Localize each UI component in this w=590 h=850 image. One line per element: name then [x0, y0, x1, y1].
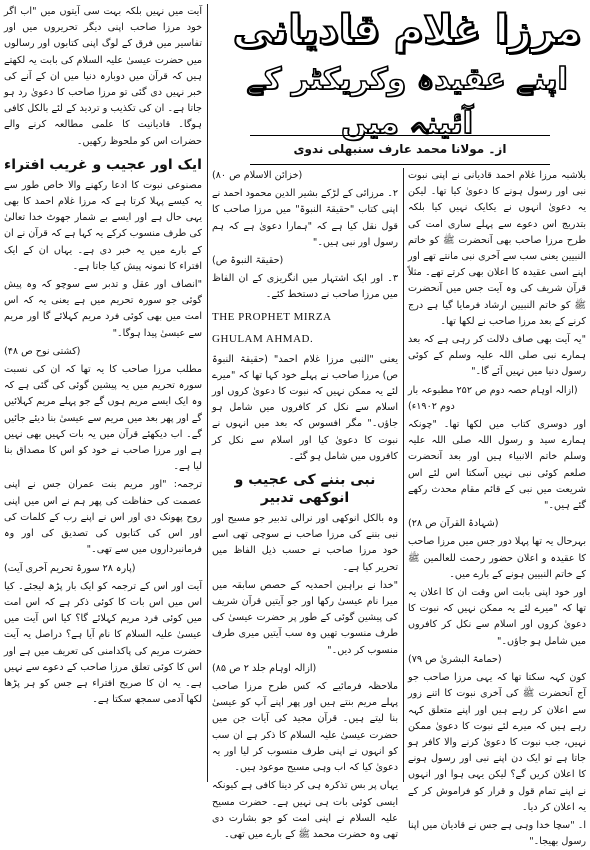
paragraph: ۲۔ مرزائی کے لڑکے بشیر الدین محمود احمد نے اپنی کتاب "حقیقۃ النبوۃ" میں مرزا صاحب کا قول نقل کیا ہے کہ "ہمارا دعویٰ ہے کہ ہم رسول اور نبی ہیں۔": [212, 188, 398, 248]
paragraph: مطلب مرزا صاحب کا یہ تھا کہ ان کی نسبت سورہ تحریم میں یہ پیشین گوئی کی گئی ہے کہ وہ ایک ایسے مریم ہوں گے جو پہلے مریم کہلائیں گے اور پھر بعد میں مریم سے عیسیٰ بنا دیئے جائیں گے۔ اب دیکھئے قرآن میں یہ بات کہیں بھی نہیں ہے اور مرزا صاحب نے خود کو اس کا مصداق بنا لیا ہے۔: [4, 364, 202, 473]
citation: (خزائن الاسلام ص ۸۰): [212, 170, 303, 181]
title-block: [230, 2, 584, 157]
citation: (کشتی نوح ص ۴۸): [4, 345, 81, 357]
quote: ا۔ "سچا خدا وہی ہے جس نے قادیان میں اپنا رسول بھیجا۔": [408, 819, 586, 848]
paragraph: یعنی "النبی مرزا غلام احمد" (حقیقۃ النبوۃ ص) مرزا صاحب نے پہلے خود کہا تھا کہ "میرے لئے یہ ممکن نہیں کہ نبوت کا دعویٰ کروں اور اسلام سے نکل کر کافروں میں شامل ہو جاؤں۔" مگر افسوس کہ بعد میں انہوں نے نبوت کا دعویٰ کیا اور اسلام سے نکل کر کافروں میں شامل ہو گئے۔: [212, 353, 398, 462]
paragraph: آیت اور اس کے ترجمہ کو ایک بار پڑھ لیجئے۔ کیا اس میں اس بات کا کوئی ذکر ہے کہ اس امت میں کوئی فرد مریم کہلائے گا؟ کیا اس آیت میں عیسیٰ علیہ السلام کا نام آیا ہے؟ دراصل یہ آیت حضرت مریم کی پاکدامنی کی تعریف میں ہے اور اس کا کوئی تعلق مرزا صاحب کے دعوے سے نہیں ہے۔ یہ ان کا صریح افتراء ہے جس کو ہر پڑھا لکھا آدمی سمجھ سکتا ہے۔: [4, 580, 202, 706]
citation: (شہادۃ القرآن ص ۲۸): [408, 518, 499, 530]
paragraph: بلاشبہ مرزا غلام احمد قادیانی نے اپنی نبوت نبی اور رسول ہونے کا دعویٰ کیا تھا۔ لیکن یہ دعویٰ انہوں نے یکایک نہیں کیا بلکہ بتدریج اس دعوے سے پہلے ساری امت کی طرح مرزا صاحب بھی آنحضرت ﷺ کو خاتم النبیین یعنی سب سے آخری نبی مانتے تھے اور اپنے اسی عقیدہ کا اعلان بھی کرتے تھے۔ مثلاً قرآن شریف کی وہ آیت جس میں آنحضرت ﷺ کو خاتم النبیین ارشاد فرمایا گیا ہے درج کرنے کے بعد مرزا صاحب نے لکھا تھا۔: [408, 170, 586, 327]
middle-column: [212, 168, 398, 840]
paragraph: اور دوسری کتاب میں لکھا تھا۔ "چونکہ ہمارے سید و رسول اللہ صلی اللہ علیہ وسلم خاتم الانبیاء ہیں اور بعد آنحضرت صلعم کوئی نبی نہیں آسکتا اس لئے اس شریعت میں نبی کے قائم مقام محدث رکھے گئے ہیں۔": [408, 419, 586, 512]
citation: (ازالہ اوہام حصہ دوم ص ۲۵۲ مطبوعہ بار دوم ۱۹۰۲ء): [408, 384, 578, 412]
right-column: [408, 168, 586, 848]
citation: (ازالہ اوہام جلد ۲ ص ۸۵): [212, 662, 317, 674]
paragraph: ملاحظہ فرمائیے کہ کس طرح مرزا صاحب پہلے مریم بنتے ہیں اور پھر اپنے آپ کو عیسیٰ بنا لیتے ہیں۔ قرآن مجید کی آیات جن میں حضرت عیسیٰ علیہ السلام کا ذکر ہے ان سب کو انہوں نے اپنی طرف منسوب کر لیا اور یہ دعویٰ کیا کہ اب وہی مسیح موعود ہیں۔: [212, 681, 398, 774]
paragraph: یہاں پر بس تذکرہ ہی کر دینا کافی ہے کیونکہ ایسی کوئی بات ہی نہیں ہے۔ حضرت مسیح علیہ السلام نے اپنی امت کو جو بشارت دی تھی وہ حضرت محمد ﷺ کے بارے میں تھی۔: [212, 780, 398, 840]
sub-title: اپنے عقیدہ وکریکٹر کے آئینہ میں: [246, 62, 568, 141]
paragraph: ۳۔ اور ایک اشتہار میں انگریزی کے ان الفاظ میں مرزا صاحب نے دستخط کئے۔: [212, 273, 398, 301]
quote: "انصاف اور عقل و تدبر سے سوچو کہ وہ پیش گوئی جو سورہ تحریم میں ہے یعنی یہ کہ اس امت میں بھی کوئی فرد مریم کہلائے گا اور مریم سے عیسیٰ پیدا ہوگا۔": [4, 279, 202, 339]
left-column: [4, 4, 202, 782]
quote: ترجمہ: "اور مریم بنت عمران جس نے اپنی عصمت کی حفاظت کی پھر ہم نے اس میں اپنی روح پھونک دی اور اس نے اپنے رب کے کلمات کی اور اس کی کتابوں کی تصدیق کی اور وہ فرمانبرداروں میں سے تھی۔": [4, 479, 202, 556]
quote: "یہ آیت بھی صاف دلالت کر رہی ہے کہ بعد ہمارے نبی صلی اللہ علیہ وسلم کے کوئی رسول دنیا میں نہیں آئے گا۔": [408, 334, 586, 378]
main-title: مرزا غلام قادیانی: [232, 7, 582, 53]
paragraph: مصنوعی نبوت کا ادعا رکھنے والا خاص طور سے یہ کیسے پہلا کرتا ہے کہ مرزا غلام احمد کا بھی یہی حال ہے اور ایسے بے شمار جھوٹ خدا تعالیٰ کی طرف منسوب کرکے یہ کہا ہے کہ قرآن نے ان کے بارے میں یہ خبر دی ہے۔ یہاں ان کے ایک افتراء کا نمونہ پیش کیا جاتا ہے۔: [4, 179, 202, 272]
section-heading: ایک اور عجیب و غریب افتراء: [4, 156, 202, 173]
column-divider: [403, 168, 404, 782]
english-signature-line: THE PROPHET MIRZA: [212, 310, 332, 323]
paragraph: وہ بالکل انوکھی اور نرالی تدبیر جو مسیح اور نبی بننے کی مرزا صاحب نے سوچی تھی اسے خود مرزا صاحب نے حسب ذیل الفاظ میں تحریر کیا ہے۔: [212, 513, 398, 573]
column-divider: [207, 4, 208, 782]
english-signature-line: GHULAM AHMAD.: [212, 332, 314, 345]
citation: (پارہ ۲۸ سورۃ تحریم آخری آیت): [4, 562, 136, 574]
author-byline: از۔ مولانا محمد عارف سنبھلی ندوی: [250, 135, 550, 165]
paragraph: کون کہہ سکتا تھا کہ یہی مرزا صاحب جو آج آنحضرت ﷺ کی آخری نبوت کا اتنے زور سے اعلان کر رہے ہیں اور اپنے متعلق کہہ رہے ہیں کہ میرے لئے نبوت کا دعویٰ ممکن نہیں، جب نبوت کا دعویٰ کرنے والا کافر ہو جاتا ہے تو ایک دن اپنے نبی اور رسول ہونے کا اعلان کریں گے؟ لیکن یہی ہوا اور انہوں نے اپنے تمام قول و قرار کو فراموش کر کے یہ اعلان کر دیا۔: [408, 672, 586, 813]
paragraph: آیت میں نہیں بلکہ بہت سی آیتوں میں "اب اگر خود مرزا صاحب اپنی دیگر تحریروں میں اور تفاسیر میں فرق کے لوگ اپنی کتابوں اور رسالوں میں حضرت عیسیٰ علیہ السلام کی بابت یہ لکھتے ہیں کہ قرآن میں دوبارہ دنیا میں ان کے آنے کی خبر نہیں دی گئی تو مرزا صاحب کا دعویٰ رد ہو جاتا ہے۔ ان کی تکذیب و تردید کے لئے بالکل کافی ہوگا۔ قادیانیت کا علمی مطالعہ کرنے والے حضرات اس کو ملحوظ رکھیں۔: [4, 6, 202, 147]
citation: (حمامۃ البشریٰ ص ۷۹): [408, 653, 502, 665]
section-heading: نبی بننے کی عجیب و انوکھی تدبیر: [234, 472, 376, 507]
paragraph: اور خود اپنی بابت اس وقت ان کا اعلان یہ تھا کہ "میرے لئے یہ ممکن نہیں کہ نبوت کا دعویٰ کروں اور اسلام سے نکل کر کافروں میں شامل ہو جاؤں۔": [408, 587, 586, 647]
citation: (حقیقۃ النبوۃ ص): [212, 255, 284, 267]
quote: "خدا نے براہین احمدیہ کے حصص سابقہ میں میرا نام عیسیٰ رکھا اور جو آیتیں قرآن شریف کی پیشین گوئی کے طور پر حضرت عیسیٰ کی طرف منسوب تھیں وہ سب آیتیں میری طرف منسوب کر دیں۔": [212, 579, 398, 656]
paragraph: بہرحال یہ تھا پہلا دور جس میں مرزا صاحب کا عقیدہ و اعلان حضور رحمت للعالمین ﷺ کے خاتم النبیین ہونے کے بارے میں۔: [408, 536, 586, 580]
